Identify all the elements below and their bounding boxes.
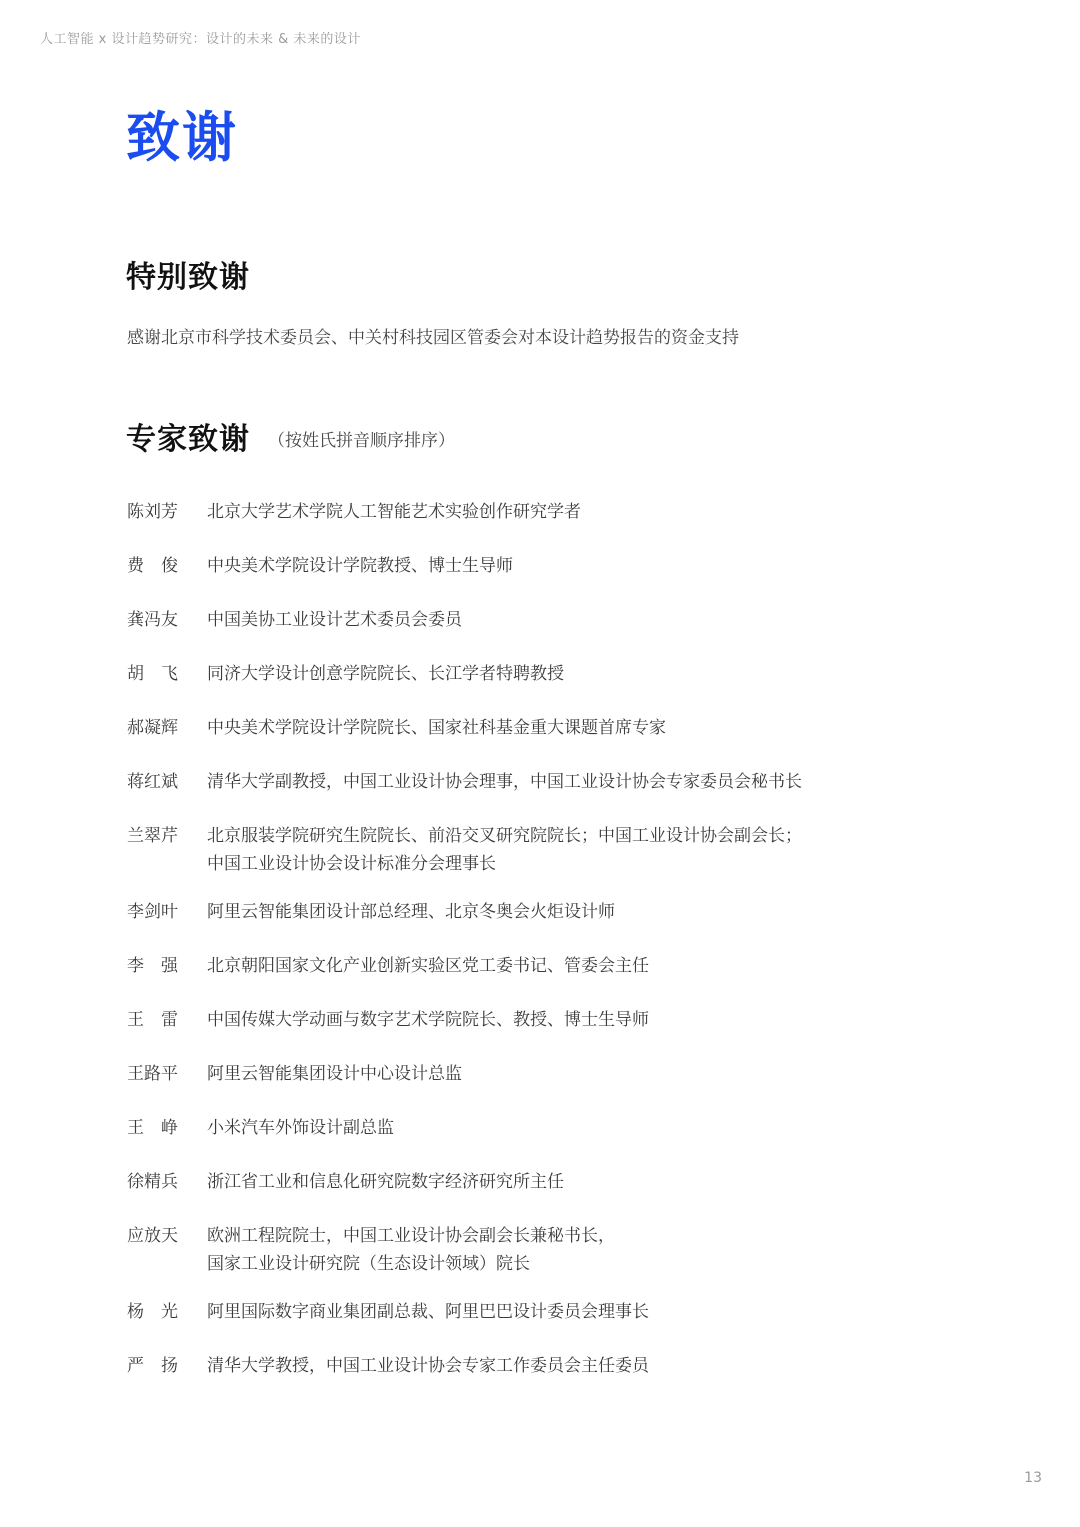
- expert-name: 王 峥: [127, 1118, 178, 1138]
- expert-affiliation-line: 阿里云智能集团设计部总经理、北京冬奥会火炬设计师: [207, 902, 615, 922]
- expert-affiliation-line: 中央美术学院设计学院院长、国家社科基金重大课题首席专家: [207, 718, 666, 738]
- expert-name: 兰翠芹: [127, 826, 178, 846]
- expert-name: 应放天: [127, 1226, 178, 1246]
- expert-affiliation-line: 中央美术学院设计学院教授、博士生导师: [207, 556, 513, 576]
- expert-affiliation-line: 北京朝阳国家文化产业创新实验区党工委书记、管委会主任: [207, 956, 649, 976]
- expert-name: 郝凝辉: [127, 718, 178, 738]
- expert-affiliation: [207, 1352, 947, 1380]
- expert-thanks-note: （按姓氏拼音顺序排序）: [268, 431, 455, 451]
- expert-row: [127, 498, 947, 526]
- expert-name: 王 雷: [127, 1010, 178, 1030]
- expert-affiliation-line: 欧洲工程院院士，中国工业设计协会副会长兼秘书长，: [207, 1226, 615, 1246]
- expert-affiliation: [207, 660, 947, 688]
- expert-affiliation-line: 小米汽车外饰设计副总监: [207, 1118, 394, 1138]
- expert-affiliation: [207, 1060, 947, 1088]
- expert-affiliation-line: 中国工业设计协会设计标准分会理事长: [207, 854, 496, 874]
- expert-affiliation: [207, 822, 947, 878]
- expert-affiliation: [207, 606, 947, 634]
- expert-name: 蒋红斌: [127, 772, 178, 792]
- special-thanks-text: 感谢北京市科学技术委员会、中关村科技园区管委会对本设计趋势报告的资金支持: [127, 328, 739, 348]
- expert-name: 李 强: [127, 956, 178, 976]
- expert-affiliation-line: 同济大学设计创意学院院长、长江学者特聘教授: [207, 664, 564, 684]
- expert-row: [127, 1114, 947, 1142]
- expert-affiliation: [207, 1298, 947, 1326]
- expert-name: 龚冯友: [127, 610, 178, 630]
- expert-affiliation-line: 北京服装学院研究生院院长、前沿交叉研究院院长；中国工业设计协会副会长；: [207, 826, 802, 846]
- expert-affiliation: [207, 898, 947, 926]
- expert-name: 李剑叶: [127, 902, 178, 922]
- expert-thanks-heading: [126, 420, 455, 464]
- expert-affiliation-line: 北京大学艺术学院人工智能艺术实验创作研究学者: [207, 502, 581, 522]
- expert-row: [127, 1298, 947, 1326]
- expert-row: [127, 1060, 947, 1088]
- expert-row: [127, 660, 947, 688]
- expert-affiliation: [207, 714, 947, 742]
- expert-affiliation: [207, 1168, 947, 1196]
- expert-affiliation-line: 清华大学教授，中国工业设计协会专家工作委员会主任委员: [207, 1356, 649, 1376]
- expert-affiliation-line: 中国美协工业设计艺术委员会委员: [207, 610, 462, 630]
- page-title: 致谢: [126, 106, 238, 169]
- expert-affiliation: [207, 1006, 947, 1034]
- expert-row: [127, 822, 947, 878]
- expert-name: 严 扬: [127, 1356, 178, 1376]
- expert-affiliation: [207, 768, 947, 796]
- expert-name: 杨 光: [127, 1302, 178, 1322]
- expert-row: [127, 952, 947, 980]
- expert-name: 费 俊: [127, 556, 178, 576]
- expert-affiliation: [207, 498, 947, 526]
- expert-row: [127, 1006, 947, 1034]
- running-header: 人工智能 x 设计趋势研究：设计的未来 & 未来的设计: [40, 32, 361, 47]
- page-number: 13: [1024, 1470, 1042, 1486]
- expert-row: [127, 1168, 947, 1196]
- expert-row: [127, 1222, 947, 1278]
- expert-affiliation-line: 浙江省工业和信息化研究院数字经济研究所主任: [207, 1172, 564, 1192]
- expert-row: [127, 768, 947, 796]
- expert-row: [127, 606, 947, 634]
- expert-row: [127, 1352, 947, 1380]
- expert-affiliation-line: 清华大学副教授，中国工业设计协会理事，中国工业设计协会专家委员会秘书长: [207, 772, 802, 792]
- expert-thanks-title: 专家致谢: [126, 422, 250, 457]
- special-thanks-heading: 特别致谢: [126, 260, 250, 295]
- expert-row: [127, 552, 947, 580]
- expert-name: 徐精兵: [127, 1172, 178, 1192]
- expert-row: [127, 898, 947, 926]
- expert-affiliation: [207, 552, 947, 580]
- expert-affiliation-line: 国家工业设计研究院（生态设计领域）院长: [207, 1254, 530, 1274]
- expert-affiliation-line: 阿里国际数字商业集团副总裁、阿里巴巴设计委员会理事长: [207, 1302, 649, 1322]
- expert-affiliation: [207, 952, 947, 980]
- expert-affiliation-line: 中国传媒大学动画与数字艺术学院院长、教授、博士生导师: [207, 1010, 649, 1030]
- expert-name: 陈刘芳: [127, 502, 178, 522]
- expert-name: 胡 飞: [127, 664, 178, 684]
- expert-row: [127, 714, 947, 742]
- expert-affiliation-line: 阿里云智能集团设计中心设计总监: [207, 1064, 462, 1084]
- expert-name: 王路平: [127, 1064, 178, 1084]
- expert-affiliation: [207, 1114, 947, 1142]
- expert-affiliation: [207, 1222, 947, 1278]
